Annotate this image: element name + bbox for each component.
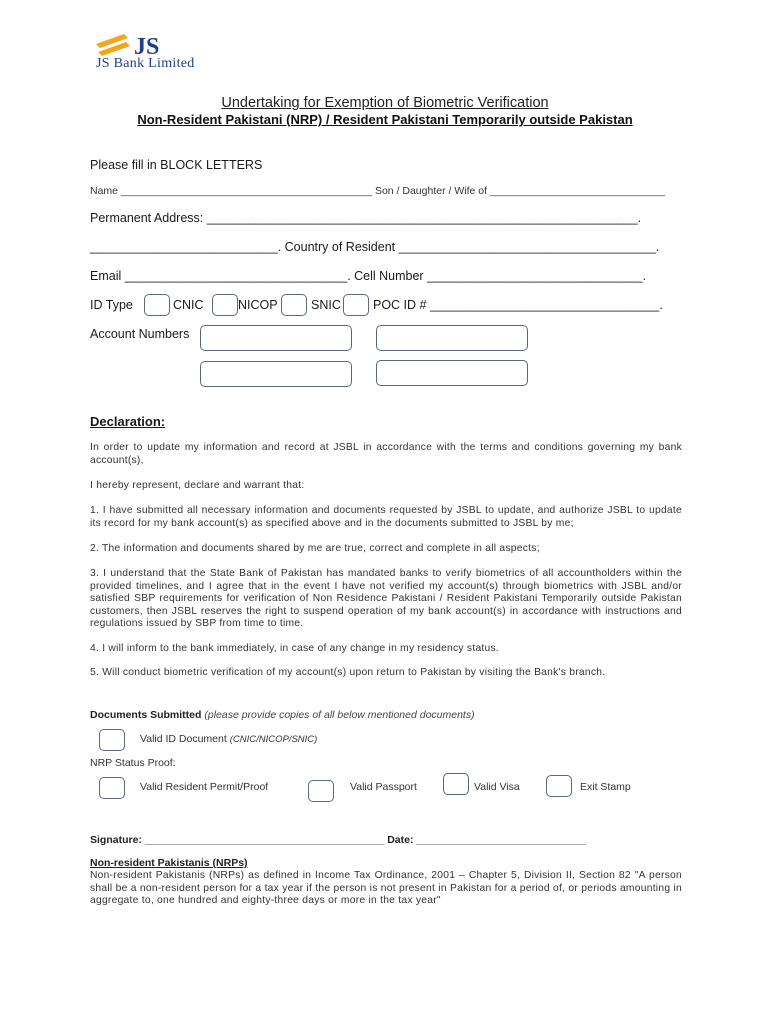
- cnic-label: CNIC: [173, 298, 204, 312]
- name-field[interactable]: Name ___________________________________________ Son / Daughter / Wife of ______________________________: [90, 185, 666, 197]
- cnic-checkbox[interactable]: [144, 294, 170, 316]
- signature-row: [90, 834, 586, 846]
- date-label: Date:: [387, 834, 414, 846]
- passport-checkbox[interactable]: [308, 780, 334, 802]
- exit-stamp-label: Exit Stamp: [580, 781, 631, 793]
- address-field[interactable]: Permanent Address: ______________________________________________________________.: [90, 211, 642, 225]
- account-number-input-4[interactable]: [376, 360, 528, 386]
- declaration-point-5: 5. Will conduct biometric verification of my account(s) upon return to Pakistan by visiting the Bank's branch.: [90, 667, 606, 678]
- documents-note: (please provide copies of all below mentioned documents): [204, 709, 475, 721]
- documents-heading-row: [90, 709, 475, 721]
- nicop-checkbox[interactable]: [212, 294, 238, 316]
- valid-id-checkbox[interactable]: [99, 729, 125, 751]
- nicop-label: NICOP: [238, 298, 278, 312]
- signature-line[interactable]: _________________________________________: [144, 834, 385, 846]
- resident-permit-checkbox[interactable]: [99, 777, 125, 799]
- snic-label: SNIC: [311, 298, 341, 312]
- account-number-input-1[interactable]: [200, 325, 352, 351]
- nrp-definition-text: Non-resident Pakistanis (NRPs) as defined in Income Tax Ordinance, 2001 – Chapter 5, Division II, Section 82 "A person shall be a non-resident person for a tax year if the person is not present in Pakistan for a period of, or periods amounting in aggregate to, one hundred and eighty-three days or more in the tax year": [90, 870, 682, 907]
- valid-id-row: [140, 733, 317, 745]
- documents-heading: Documents Submitted: [90, 709, 202, 721]
- email-cell-field[interactable]: Email ________________________________. Cell Number _______________________________.: [90, 269, 647, 283]
- declaration-point-3: 3. I understand that the State Bank of Pakistan has mandated banks to verify biometrics of all accountholders within the provided timelines, and I agree that in the event I have not verified my account(s) through biometrics with JSBL and/or satisfied SBP requirements for verification of Non Residence Pakistani / Resident Pakistani Temporarily outside Pakistan customers, then JSBL reserves the right to suspend operation of my bank account(s) in accordance with instructions and regulations issued by SBP from time to time.: [90, 568, 682, 630]
- passport-label: Valid Passport: [350, 781, 417, 793]
- id-type-label: ID Type: [90, 298, 133, 312]
- page-title: Undertaking for Exemption of Biometric Verification: [221, 95, 549, 111]
- nrp-status-label: NRP Status Proof:: [90, 757, 176, 769]
- valid-id-label: Valid ID Document: [140, 733, 227, 745]
- account-number-input-3[interactable]: [200, 361, 352, 387]
- exit-stamp-checkbox[interactable]: [546, 775, 572, 797]
- declaration-point-4: 4. I will inform to the bank immediately, in case of any change in my residency status.: [90, 643, 500, 654]
- instruction-text: Please fill in BLOCK LETTERS: [90, 158, 263, 172]
- account-numbers-label: Account Numbers: [90, 327, 190, 341]
- visa-checkbox[interactable]: [443, 773, 469, 795]
- country-field[interactable]: ___________________________. Country of Resident _____________________________________.: [90, 240, 660, 254]
- bank-name: JS Bank Limited: [96, 56, 195, 71]
- valid-id-note: (CNIC/NICOP/SNIC): [229, 734, 318, 745]
- logo-mark-text: JS: [134, 34, 160, 60]
- nrp-definition-heading: Non-resident Pakistanis (NRPs): [90, 857, 248, 869]
- declaration-represent: I hereby represent, declare and warrant that:: [90, 480, 305, 491]
- page-subtitle: Non-Resident Pakistani (NRP) / Resident Pakistani Temporarily outside Pakistan: [137, 112, 633, 127]
- declaration-intro: In order to update my information and record at JSBL in accordance with the terms and conditions governing my bank account(s),: [90, 442, 682, 466]
- account-number-input-2[interactable]: [376, 325, 528, 351]
- date-line[interactable]: _____________________________: [416, 834, 586, 846]
- snic-checkbox[interactable]: [281, 294, 307, 316]
- declaration-point-1: 1. I have submitted all necessary information and documents requested by JSBL to update, and authorize JSBL to update its record for my bank account(s) as specified above and in the documents submitted to JSBL by me;: [90, 505, 682, 529]
- visa-label: Valid Visa: [474, 781, 520, 793]
- declaration-heading: Declaration:: [90, 414, 166, 429]
- poc-id-field[interactable]: POC ID # _________________________________.: [373, 298, 663, 312]
- declaration-point-2: 2. The information and documents shared by me are true, correct and complete in all aspects;: [90, 543, 540, 554]
- signature-label: Signature:: [90, 834, 142, 846]
- resident-permit-label: Valid Resident Permit/Proof: [140, 781, 269, 793]
- poc-checkbox[interactable]: [343, 294, 369, 316]
